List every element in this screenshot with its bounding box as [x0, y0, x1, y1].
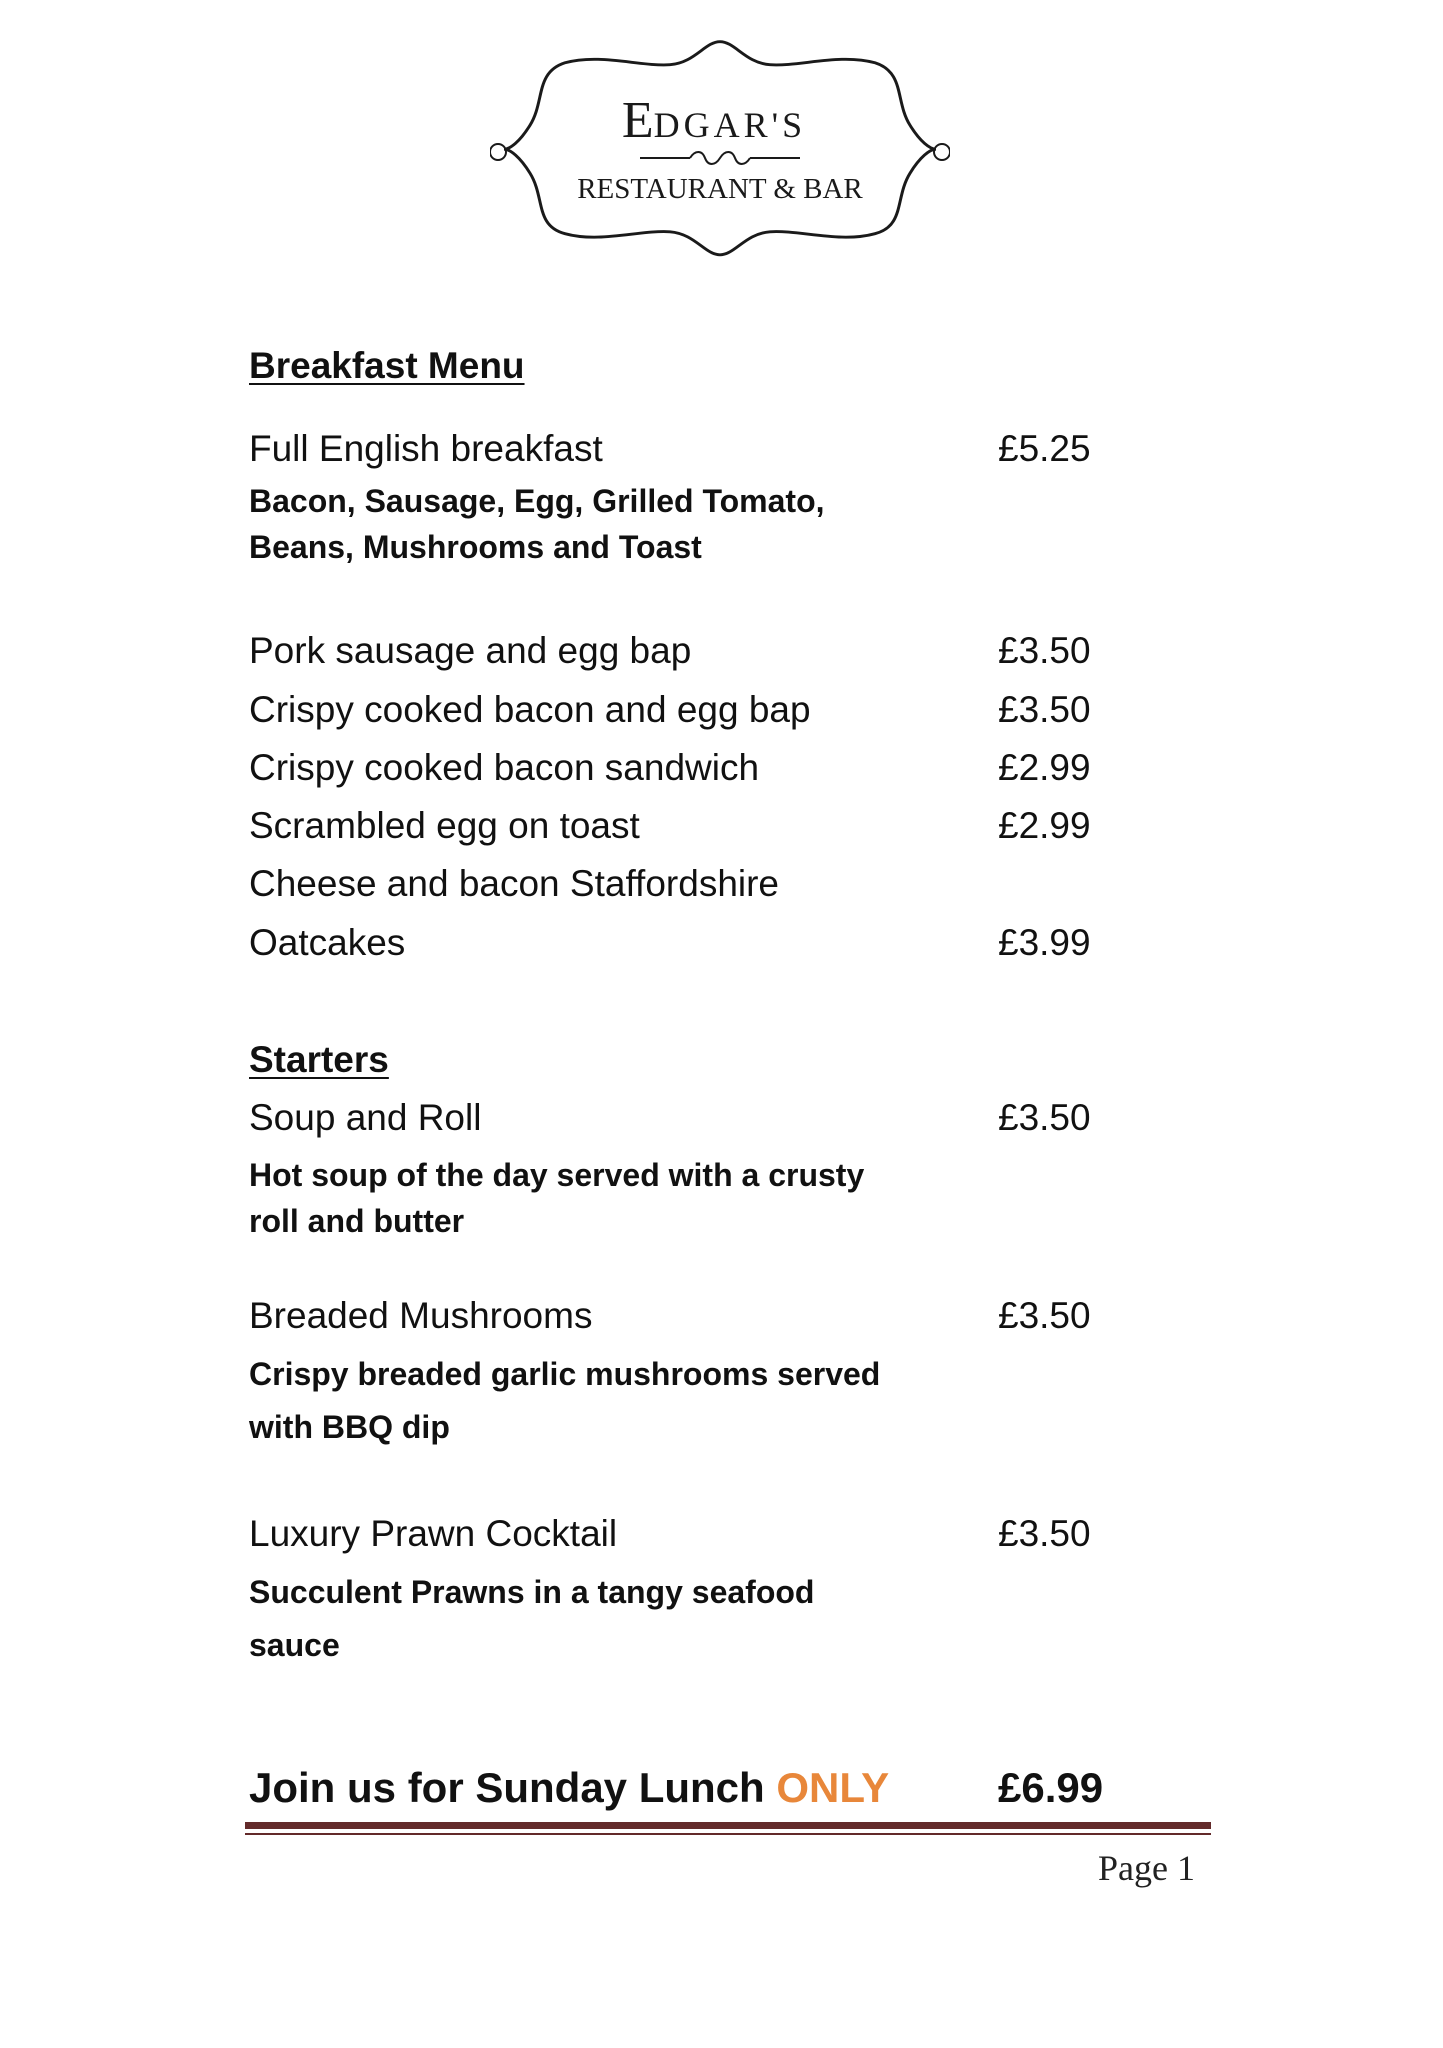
- description-line: roll and butter: [249, 1203, 465, 1239]
- promo-highlight: ONLY: [776, 1764, 890, 1811]
- sunday-lunch-promo: [249, 1764, 889, 1812]
- logo-subtitle: RESTAURANT & BAR: [577, 173, 863, 205]
- item-price: £3.50: [998, 630, 1091, 671]
- item-name: Scrambled egg on toast: [249, 805, 640, 846]
- logo-initial: E: [621, 92, 654, 149]
- promo-price: £6.99: [998, 1764, 1104, 1811]
- item-name: Full English breakfast: [249, 428, 603, 469]
- description-line: Succulent Prawns in a tangy seafood: [249, 1574, 815, 1610]
- footer-divider: [245, 1822, 1211, 1829]
- breakfast-heading: Breakfast Menu: [249, 345, 525, 386]
- menu-item: [249, 805, 1099, 855]
- footer-divider-thin: [245, 1833, 1211, 1835]
- item-description: [249, 1348, 929, 1454]
- item-price: £3.50: [998, 1097, 1091, 1138]
- item-name: Breaded Mushrooms: [249, 1295, 593, 1336]
- restaurant-logo: [490, 40, 950, 260]
- item-price: £2.99: [998, 747, 1091, 788]
- description-line: Bacon, Sausage, Egg, Grilled Tomato,: [249, 483, 825, 519]
- item-description: [249, 478, 929, 570]
- menu-item: [249, 428, 1099, 478]
- menu-item: [249, 630, 1099, 680]
- item-name: Cheese and bacon Staffordshire: [249, 863, 780, 904]
- menu-item: [249, 1513, 1099, 1563]
- item-name: Oatcakes: [249, 922, 406, 963]
- description-line: sauce: [249, 1627, 340, 1663]
- starters-heading: Starters: [249, 1039, 389, 1080]
- logo-name: DGAR'S: [653, 105, 807, 145]
- logo-frame: [490, 40, 950, 260]
- menu-item: [249, 747, 1099, 797]
- item-description: [249, 1152, 929, 1244]
- item-price: £3.99: [998, 922, 1091, 963]
- description-line: Beans, Mushrooms and Toast: [249, 529, 702, 565]
- item-name: Crispy cooked bacon sandwich: [249, 747, 760, 788]
- menu-item: [249, 1097, 1099, 1147]
- item-name: Crispy cooked bacon and egg bap: [249, 689, 811, 730]
- item-name: Pork sausage and egg bap: [249, 630, 692, 671]
- menu-item: [249, 863, 1099, 913]
- item-price: £3.50: [998, 689, 1091, 730]
- promo-text: Join us for Sunday Lunch: [249, 1764, 777, 1811]
- item-price: £3.50: [998, 1513, 1091, 1554]
- item-description: [249, 1566, 929, 1672]
- svg-text:EDGAR'S: [622, 92, 806, 149]
- item-price: £2.99: [998, 805, 1091, 846]
- description-line: Hot soup of the day served with a crusty: [249, 1157, 865, 1193]
- page-number: Page 1: [1098, 1848, 1195, 1888]
- description-line: with BBQ dip: [249, 1409, 450, 1445]
- menu-item: [249, 689, 1099, 739]
- description-line: Crispy breaded garlic mushrooms served: [249, 1356, 881, 1392]
- item-price: £5.25: [998, 428, 1091, 469]
- menu-item: [249, 922, 1099, 972]
- item-price: £3.50: [998, 1295, 1091, 1336]
- menu-item: [249, 1295, 1099, 1345]
- item-name: Soup and Roll: [249, 1097, 482, 1138]
- item-name: Luxury Prawn Cocktail: [249, 1513, 618, 1554]
